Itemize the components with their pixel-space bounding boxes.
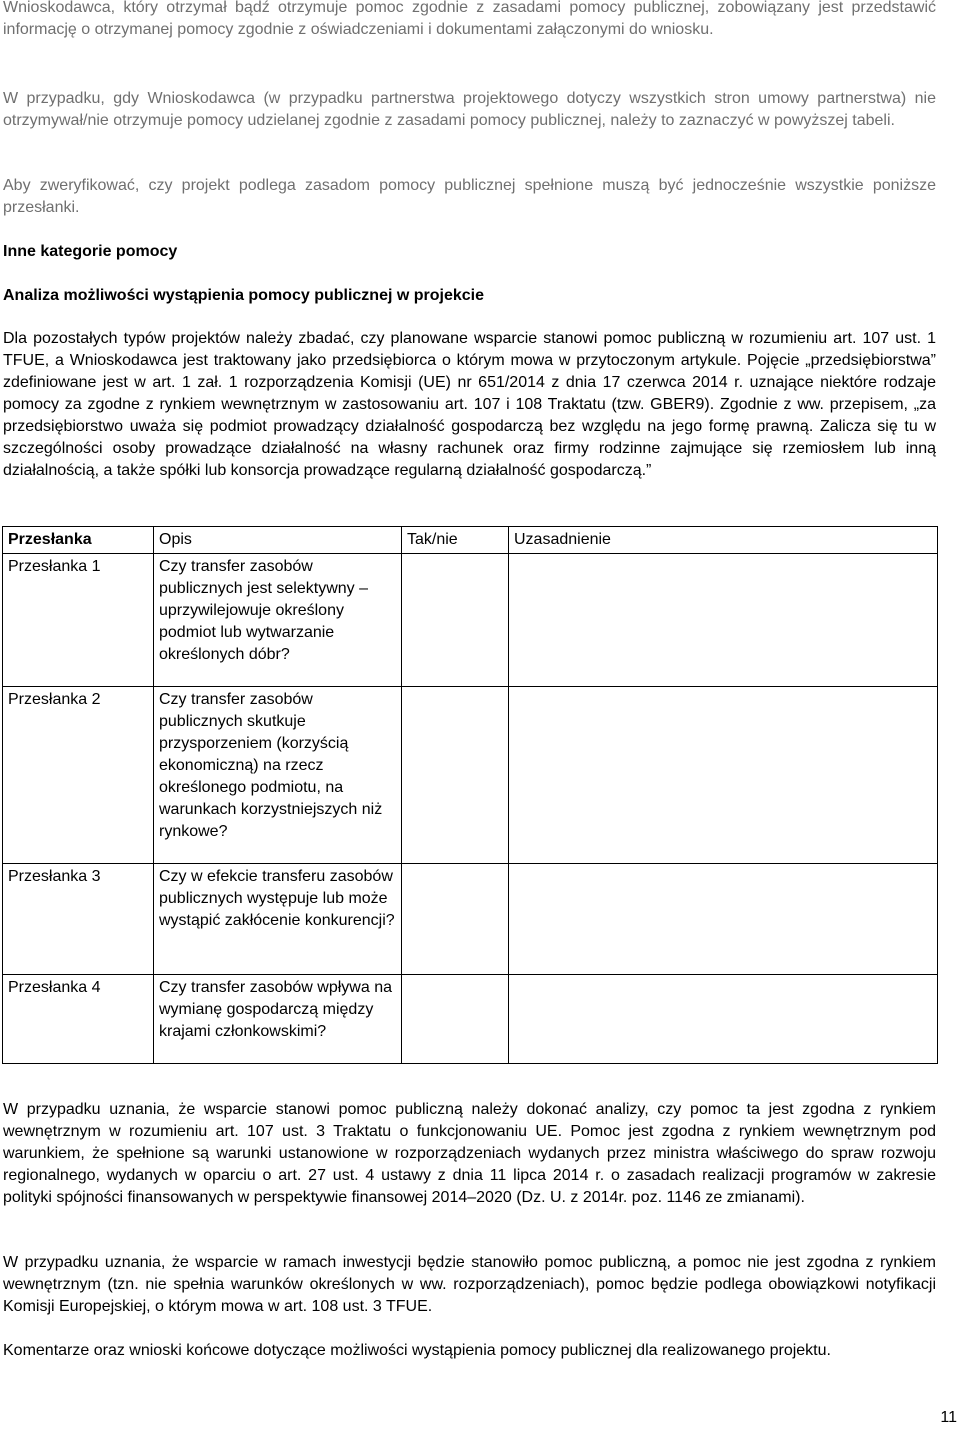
justification-cell[interactable] [509, 687, 938, 864]
table-row [3, 554, 938, 687]
header-description: Opis [154, 527, 402, 554]
intro-paragraph-3: Aby zweryfikować, czy projekt podlega zasadom pomocy publicznej spełnione muszą być jednocześnie wszystkie poniższe przesłanki. [3, 177, 936, 216]
row-label: Przesłanka 3 [3, 864, 154, 975]
table-row [3, 687, 938, 864]
page-number: 11 [940, 1409, 957, 1426]
intro-paragraph-2: W przypadku, gdy Wnioskodawca (w przypadku partnerstwa projektowego dotyczy wszystkich stron umowy partnerstwa) nie otrzymywał/nie otrzymuje pomocy udzielanej zgodnie z zasadami pomocy publicznej, należy to zaznaczyć w powyższej tabeli. [3, 90, 936, 129]
table-row [3, 864, 938, 975]
intro-paragraph-1: Wnioskodawca, który otrzymał bądź otrzymuje pomoc zgodnie z zasadami pomocy publicznej, zobowiązany jest przedstawić informację o otrzymanej pomocy zgodnie z oświadczeniami i dokumentami załączonymi do wniosku. [3, 0, 936, 38]
justification-cell[interactable] [509, 554, 938, 687]
justification-cell[interactable] [509, 864, 938, 975]
section-heading: Inne kategorie pomocy [3, 243, 178, 260]
table-row [3, 975, 938, 1064]
row-description: Czy transfer zasobów publicznych jest selektywny – uprzywilejowuje określony podmiot lub wytwarzanie określonych dóbr? [154, 554, 402, 687]
row-label: Przesłanka 2 [3, 687, 154, 864]
enterprise-definition-paragraph: Dla pozostałych typów projektów należy zbadać, czy planowane wsparcie stanowi pomoc publiczną w rozumieniu art. 107 ust. 1 TFUE, a Wnioskodawca jest traktowany jako przedsiębiorca o którym mowa w przytoczonym artykule. Pojęcie „przedsiębiorstwa” zdefiniowane jest w art. 1 zał. 1 rozporządzenia Komisji (UE) nr 651/2014 z dnia 17 czerwca 2014 r. uznające niektóre rodzaje pomocy za zgodne z rynkiem wewnętrznym w zastosowaniu art. 107 i 108 Traktatu (tzw. GBER9). Zgodnie z ww. przepisem, „za przedsiębiorstwo uważa się podmiot prowadzący działalność gospodarczą bez względu na jego formę prawną. Zalicza się tu w szczególności osoby prowadzące działalność na własny rachunek oraz firmy rodzinne zajmujące się rzemiosłem lub inną działalnością, a także spółki lub konsorcja prowadzące regularną działalność gospodarczą.” [3, 330, 936, 479]
row-label: Przesłanka 4 [3, 975, 154, 1064]
row-description: Czy transfer zasobów publicznych skutkuje przysporzeniem (korzyścią ekonomiczną) na rzecz określonego podmiotu, na warunkach korzystniejszych niż rynkowe? [154, 687, 402, 864]
table-header-row [3, 527, 938, 554]
row-description: Czy w efekcie transferu zasobów publicznych występuje lub może wystąpić zakłócenie konkurencji? [154, 864, 402, 975]
header-yes-no: Tak/nie [402, 527, 509, 554]
yes-no-cell[interactable] [402, 554, 509, 687]
justification-cell[interactable] [509, 975, 938, 1064]
subsection-heading: Analiza możliwości wystąpienia pomocy publicznej w projekcie [3, 287, 485, 304]
yes-no-cell[interactable] [402, 864, 509, 975]
comments-paragraph: Komentarze oraz wnioski końcowe dotyczące możliwości wystąpienia pomocy publicznej dla realizowanego projektu. [3, 1342, 831, 1359]
header-condition: Przesłanka [3, 527, 154, 554]
header-justification: Uzasadnienie [509, 527, 938, 554]
yes-no-cell[interactable] [402, 975, 509, 1064]
notification-paragraph: W przypadku uznania, że wsparcie w ramach inwestycji będzie stanowiło pomoc publiczną, a pomoc nie jest zgodna z rynkiem wewnętrznym (tzn. nie spełnia warunków określonych w ww. rozporządzeniach), pomoc będzie podlega obowiązkowi notyfikacji Komisji Europejskiej, o którym mowa w art. 108 ust. 3 TFUE. [3, 1254, 936, 1315]
conditions-table [2, 526, 938, 1064]
yes-no-cell[interactable] [402, 687, 509, 864]
compatibility-paragraph: W przypadku uznania, że wsparcie stanowi pomoc publiczną należy dokonać analizy, czy pomoc ta jest zgodna z rynkiem wewnętrznym w rozumieniu art. 107 ust. 3 Traktatu o funkcjonowaniu UE. Pomoc jest zgodna z rynkiem wewnętrznym pod warunkiem, że spełnione są warunki ustanowione w rozporządzeniach wydanych przez ministra właściwego do spraw rozwoju regionalnego, wydanych w oparciu o art. 27 ust. 4 ustawy z dnia 11 lipca 2014 r. o zasadach realizacji programów w zakresie polityki spójności finansowanych w perspektywie finansowej 2014–2020 (Dz. U. z 2014r. poz. 1146 ze zmianami). [3, 1101, 936, 1206]
row-label: Przesłanka 1 [3, 554, 154, 687]
row-description: Czy transfer zasobów wpływa na wymianę gospodarczą między krajami członkowskimi? [154, 975, 402, 1064]
